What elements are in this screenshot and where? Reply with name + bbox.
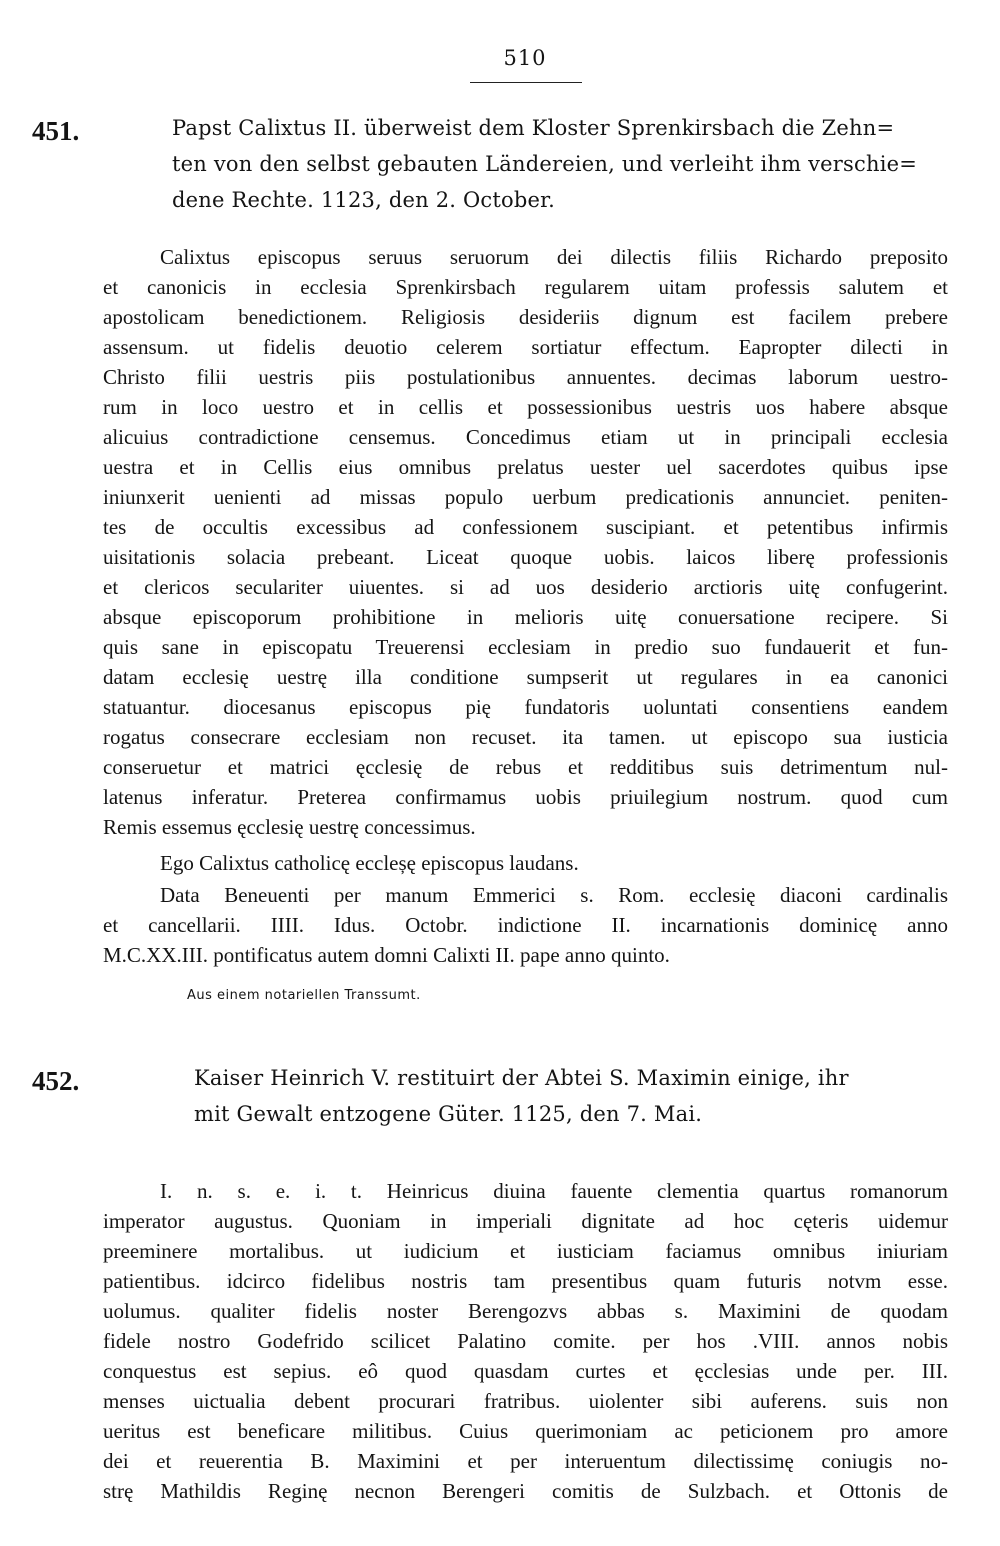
doc-451-text-line: quis sane in episcopatu Treuerensi ecclesiam in predio suo fundauerit et fun- (103, 635, 948, 659)
doc-451-text-line: latenus inferatur. Preterea confirmamus uobis priuilegium nostrum. quod cum (103, 785, 948, 809)
doc-452-text-line: menses uictualia debent procurari fratribus. uiolenter sibi auferens. suis non (103, 1389, 948, 1413)
doc-451-text-line: apostolicam benedictionem. Religiosis desideriis dignum est facilem prebere (103, 305, 948, 329)
doc-451-text-line: assensum. ut fidelis deuotio celerem sortiatur effectum. Eapropter dilecti in (103, 335, 948, 359)
doc-451-dating-line: M.C.XX.III. pontificatus autem domni Calixti II. pape anno quinto. (103, 943, 670, 967)
doc-451-number: 451. (32, 116, 80, 146)
doc-451-text-line: uestra et in Cellis eius omnibus prelatus uester uel sacerdotes quibus ipse (103, 455, 948, 479)
doc-451-heading-line: dene Rechte. 1123, den 2. October. (172, 188, 555, 212)
doc-452-heading-line: Kaiser Heinrich V. restituirt der Abtei S. Maximin einige, ihr (194, 1066, 849, 1090)
doc-451-text-line: tes de occultis excessibus ad confessionem suscipiant. et petentibus infirmis (103, 515, 948, 539)
doc-451-signature-line: Ego Calixtus catholicę eccleșę episcopus laudans. (160, 851, 579, 875)
doc-451-text-line: conseruetur et matrici ęcclesię de rebus et redditibus suis detrimentum nul- (103, 755, 948, 779)
doc-451-text-line: absque episcoporum prohibitione in melioris uitę conuersatione recipere. Si (103, 605, 948, 629)
doc-451-text-line: Remis essemus ęcclesię uestrę concessimus. (103, 815, 476, 839)
doc-451-source-note: Aus einem notariellen Transsumt. (187, 988, 421, 1003)
doc-452-text-line: imperator augustus. Quoniam in imperiali dignitate ad hoc cęteris uidemur (103, 1209, 948, 1233)
doc-452-text-line: uolumus. qualiter fidelis noster Berengozvs abbas s. Maximini de quodam (103, 1299, 948, 1323)
doc-451-text-line: Calixtus episcopus seruus seruorum dei dilectis filiis Richardo preposito (160, 245, 948, 269)
doc-451-text-line: rogatus consecrare ecclesiam non recuset. ita tamen. ut episcopo sua iusticia (103, 725, 948, 749)
doc-451-text-line: iniunxerit uenienti ad missas populo uerbum predicationis annunciet. peniten- (103, 485, 948, 509)
doc-452-text-line: preeminere mortalibus. ut iudicium et iusticiam faciamus omnibus iniuriam (103, 1239, 948, 1263)
doc-452-number: 452. (32, 1066, 80, 1096)
doc-451-text-line: uisitationis solacia prebeant. Liceat quoque uobis. laicos liberę professionis (103, 545, 948, 569)
doc-451-text-line: statuantur. diocesanus episcopus pię fundatoris uoluntati consentiens eandem (103, 695, 948, 719)
doc-451-text-line: et canonicis in ecclesia Sprenkirsbach regularem uitam professis salutem et (103, 275, 948, 299)
doc-452-text-line: conquestus est sepius. eô quod quasdam curtes et ęcclesias unde per. III. (103, 1359, 948, 1383)
doc-452-text-line: I. n. s. e. i. t. Heinricus diuina fauente clementia quartus romanorum (160, 1179, 948, 1203)
doc-451-text-line: Christo filii uestris piis postulationibus annuentes. decimas laborum uestro- (103, 365, 948, 389)
doc-451-text-line: rum in loco uestro et in cellis et possessionibus uestris uos habere absque (103, 395, 948, 419)
doc-451-heading-line: ten von den selbst gebauten Ländereien, und verleiht ihm verschie= (172, 152, 918, 176)
page-number: 510 (503, 46, 547, 70)
doc-451-text-line: et clericos seculariter uiuentes. si ad uos desiderio arctioris uitę confugerint. (103, 575, 948, 599)
doc-452-text-line: dei et reuerentia B. Maximini et per interuentum dilectissimę coniugis no- (103, 1449, 948, 1473)
doc-451-heading-line: Papst Calixtus II. überweist dem Kloster Sprenkirsbach die Zehn= (172, 116, 895, 140)
doc-452-text-line: fidele nostro Godefrido scilicet Palatino comite. per hos .VIII. annos nobis (103, 1329, 948, 1353)
doc-451-text-line: datam ecclesię uestrę illa conditione sumpserit ut regulares in ea canonici (103, 665, 948, 689)
doc-451-dating-line: Data Beneuenti per manum Emmerici s. Rom. ecclesię diaconi cardinalis (160, 883, 948, 907)
doc-452-text-line: strę Mathildis Reginę necnon Berengeri comitis de Sulzbach. et Ottonis de (103, 1479, 948, 1503)
doc-451-dating-line: et cancellarii. IIII. Idus. Octobr. indictione II. incarnationis dominicę anno (103, 913, 948, 937)
doc-451-text-line: alicuius contradictione censemus. Concedimus etiam ut in principali ecclesia (103, 425, 948, 449)
doc-452-heading-line: mit Gewalt entzogene Güter. 1125, den 7. Mai. (194, 1102, 703, 1126)
doc-452-text-line: ueritus est beneficare militibus. Cuius querimoniam ac peticionem pro amore (103, 1419, 948, 1443)
page-number-rule (470, 82, 582, 83)
doc-452-text-line: patientibus. idcirco fidelibus nostris tam presentibus quam futuris notvm esse. (103, 1269, 948, 1293)
